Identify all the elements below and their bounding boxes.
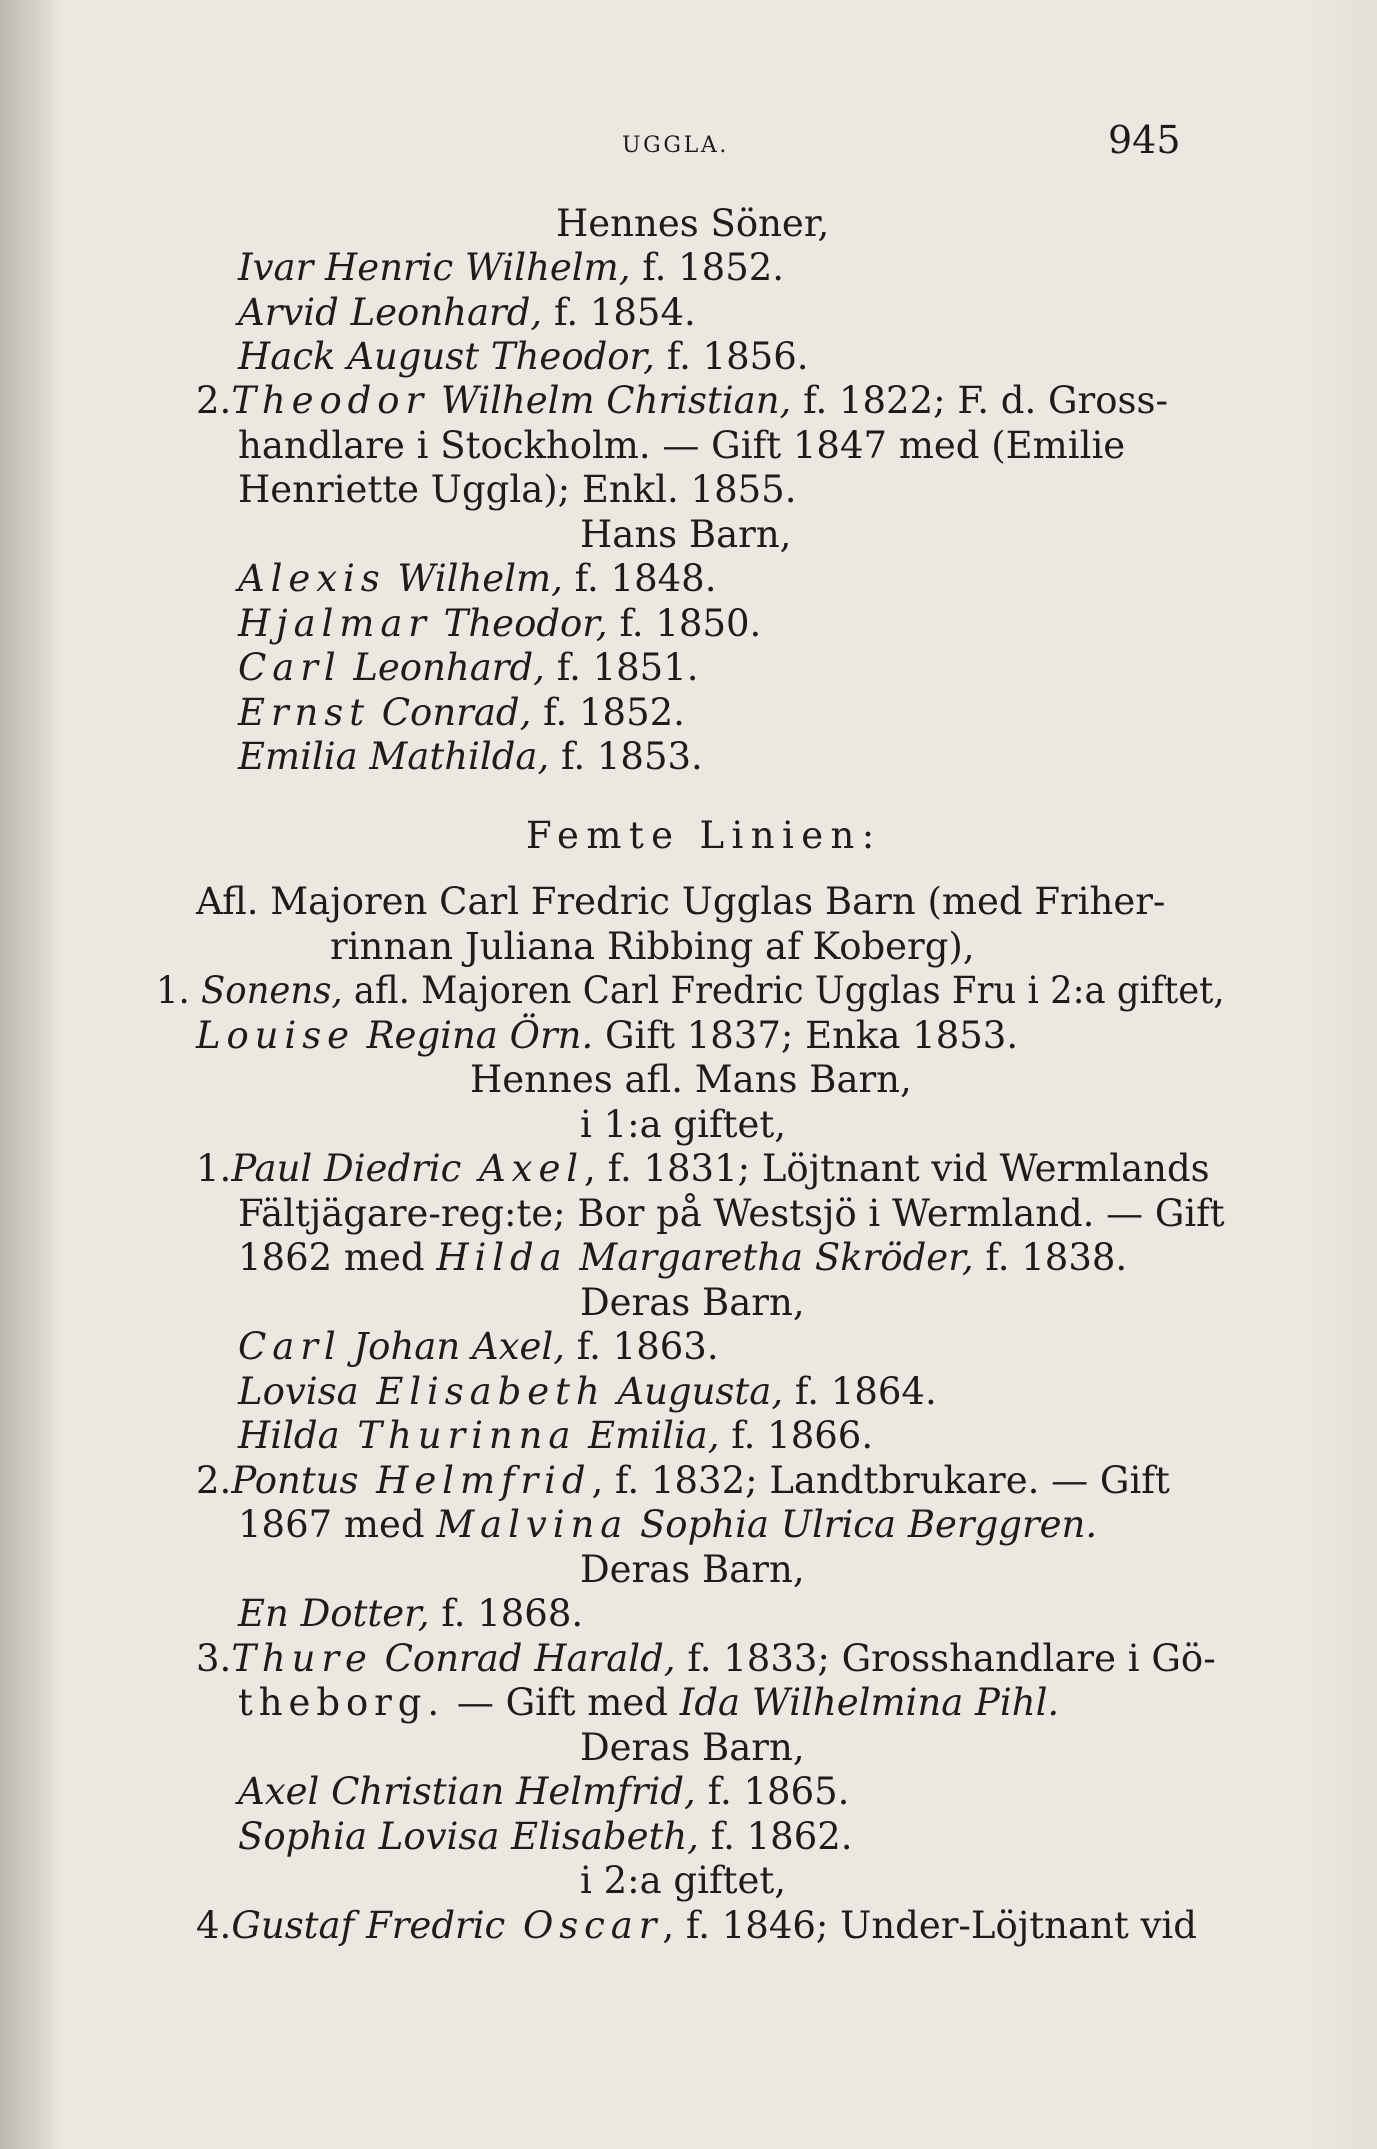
- text-line: Afl. Majoren Carl Fredric Ugglas Barn (med Friher-: [196, 880, 1166, 923]
- text-line: Henriette Uggla); Enkl. 1855.: [238, 468, 797, 511]
- entry-line: 4.Gustaf Fredric Oscar, f. 1846; Under-Löjtnant vid: [196, 1904, 1197, 1947]
- entry-line: 1867 med Malvina Sophia Ulrica Berggren.: [238, 1503, 1098, 1546]
- section-title: Femte Linien:: [526, 814, 882, 857]
- section-heading: i 2:a giftet,: [580, 1859, 787, 1902]
- section-heading: Hennes afl. Mans Barn,: [470, 1058, 912, 1101]
- section-heading: Deras Barn,: [580, 1281, 805, 1324]
- entry-line: Sophia Lovisa Elisabeth, f. 1862.: [238, 1815, 853, 1858]
- entry-line: 3.Thure Conrad Harald, f. 1833; Grosshandlare i Gö-: [196, 1637, 1216, 1680]
- entry-line: 2.Pontus Helmfrid, f. 1832; Landtbrukare. — Gift: [196, 1459, 1170, 1502]
- entry-line: Carl Johan Axel, f. 1863.: [238, 1325, 719, 1368]
- text-line: handlare i Stockholm. — Gift 1847 med (Emilie: [238, 424, 1126, 467]
- entry-line: Louise Regina Örn. Gift 1837; Enka 1853.: [196, 1014, 1019, 1057]
- entry-line: Axel Christian Helmfrid, f. 1865.: [238, 1770, 850, 1813]
- text-line: rinnan Juliana Ribbing af Koberg),: [330, 925, 975, 968]
- entry-line: Hack August Theodor, f. 1856.: [238, 335, 809, 378]
- entry-line: Ernst Conrad, f. 1852.: [238, 691, 685, 734]
- page-number: 945: [1108, 118, 1181, 162]
- section-heading: Deras Barn,: [580, 1548, 805, 1591]
- entry-line: Alexis Wilhelm, f. 1848.: [238, 557, 717, 600]
- entry-line: 1. Sonens, afl. Majoren Carl Fredric Ugglas Fru i 2:a giftet,: [156, 969, 1225, 1012]
- entry-line: En Dotter, f. 1868.: [238, 1592, 584, 1635]
- entry-line: Hilda Thurinna Emilia, f. 1866.: [238, 1414, 874, 1457]
- section-heading: Deras Barn,: [580, 1726, 805, 1769]
- entry-line: Emilia Mathilda, f. 1853.: [238, 735, 703, 778]
- entry-line: 2.Theodor Wilhelm Christian, f. 1822; F. d. Gross-: [196, 379, 1168, 422]
- entry-line: 1862 med Hilda Margaretha Skröder, f. 1838.: [238, 1236, 1128, 1279]
- entry-line: 1.Paul Diedric Axel, f. 1831; Löjtnant vid Wermlands: [196, 1147, 1210, 1190]
- page-gutter: [0, 0, 60, 2149]
- running-title: UGGLA.: [622, 133, 730, 158]
- entry-line: Carl Leonhard, f. 1851.: [238, 646, 699, 689]
- entry-line: Lovisa Elisabeth Augusta, f. 1864.: [238, 1370, 937, 1413]
- section-heading: i 1:a giftet,: [580, 1103, 787, 1146]
- entry-line: Arvid Leonhard, f. 1854.: [238, 291, 696, 334]
- entry-line: theborg. — Gift med Ida Wilhelmina Pihl.: [238, 1681, 1060, 1724]
- text-line: Fältjägare-reg:te; Bor på Westsjö i Wermland. — Gift: [238, 1192, 1225, 1235]
- entry-line: Ivar Henric Wilhelm, f. 1852.: [238, 246, 785, 289]
- section-heading: Hans Barn,: [580, 513, 792, 556]
- section-heading: Hennes Söner,: [556, 202, 830, 245]
- entry-line: Hjalmar Theodor, f. 1850.: [238, 602, 762, 645]
